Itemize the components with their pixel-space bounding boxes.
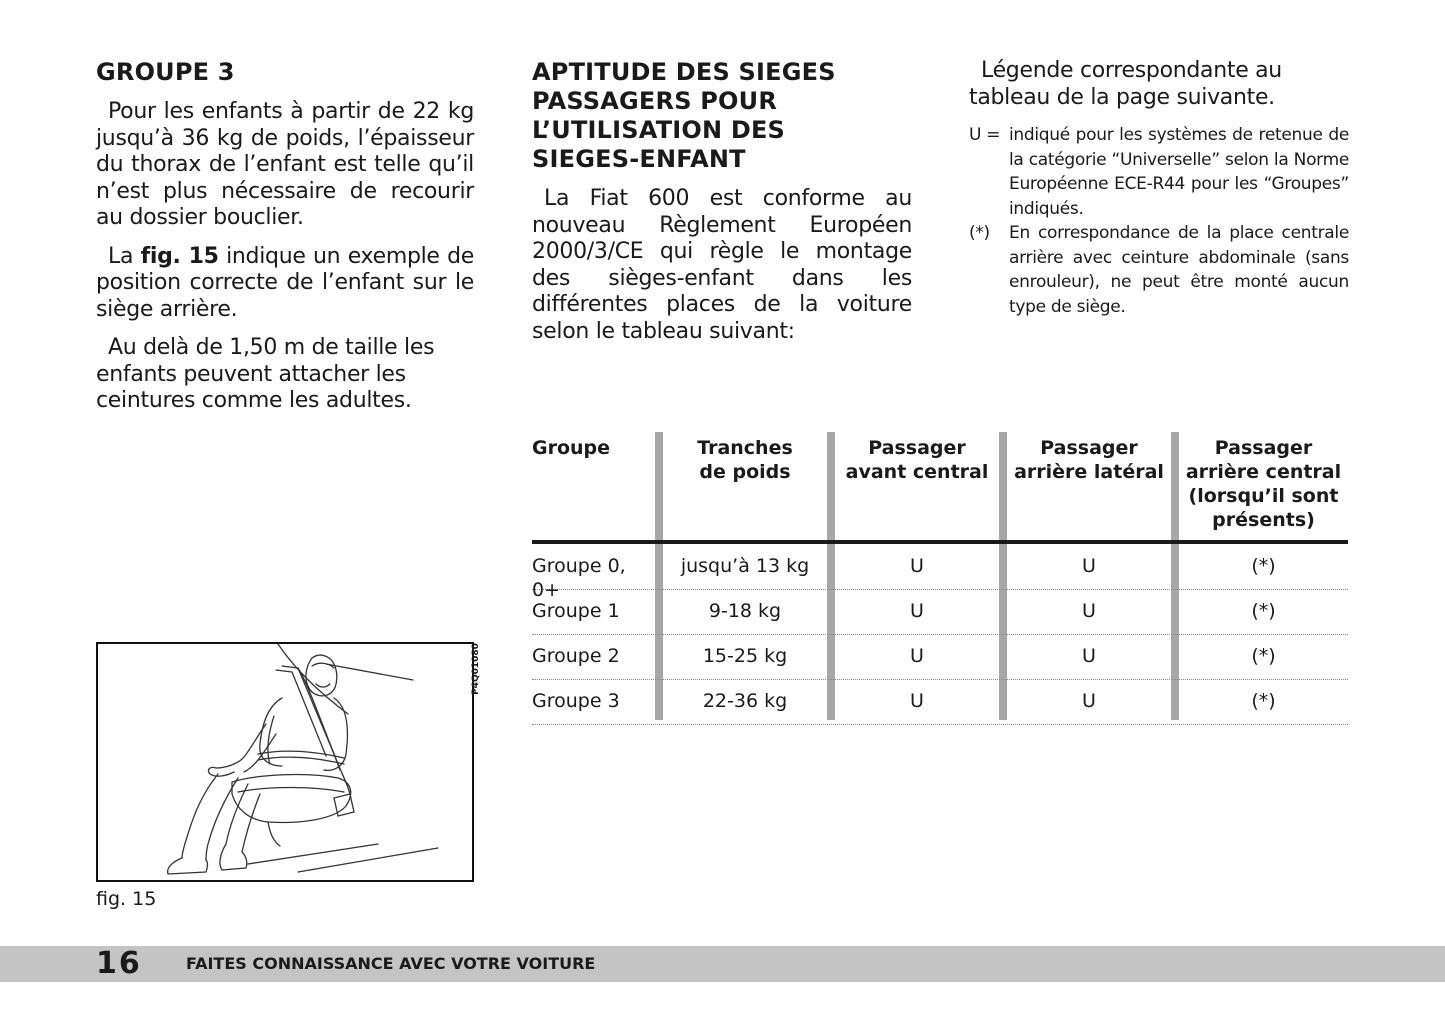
heading-line: PASSAGERS POUR bbox=[532, 87, 778, 115]
header-line: présents) bbox=[1212, 509, 1315, 531]
header-line: Passager bbox=[868, 437, 966, 459]
figure-reference-link[interactable]: fig. 15 bbox=[140, 243, 219, 269]
figure-child-seat-illustration bbox=[96, 642, 474, 882]
column-aptitude bbox=[532, 58, 912, 345]
cell-lateral: U bbox=[1082, 645, 1096, 667]
header-line: Passager bbox=[1040, 437, 1138, 459]
cell-avant: U bbox=[910, 645, 924, 667]
cell-poids: 22-36 kg bbox=[702, 690, 788, 712]
cell-central: (*) bbox=[1251, 645, 1276, 667]
column-legend bbox=[969, 58, 1349, 319]
header-arriere-lateral bbox=[1007, 436, 1171, 484]
header-line: (lorsqu’il sont bbox=[1188, 485, 1339, 507]
cell-poids: jusqu’à 13 kg bbox=[680, 555, 810, 577]
legend-item-u bbox=[969, 123, 1349, 221]
paragraph-groupe-3: Pour les enfants à partir de 22 kg jusqu’à 36 kg de poids, l’épaisseur du thorax de l’enfant est telle qu’il n’est plus nécessaire de recourir au dossier bouclier. bbox=[96, 99, 474, 230]
page-footer bbox=[0, 946, 1445, 982]
legend-intro: Légende correspondante au tableau de la page suivante. bbox=[969, 58, 1282, 110]
table-row bbox=[532, 634, 1348, 680]
cell-central: (*) bbox=[1251, 555, 1276, 577]
header-avant-central bbox=[835, 436, 999, 484]
paragraph-prefix: La bbox=[108, 243, 141, 269]
header-poids bbox=[663, 436, 827, 484]
cell-groupe: Groupe 1 bbox=[532, 600, 620, 622]
cell-groupe: Groupe 3 bbox=[532, 690, 620, 712]
header-groupe: Groupe bbox=[532, 437, 611, 459]
header-line: avant central bbox=[845, 461, 989, 483]
figure-caption: fig. 15 bbox=[96, 888, 157, 910]
paragraph-suffix: indique un exemple de position correcte de l’enfant sur le siège arrière. bbox=[96, 243, 474, 322]
heading-line: APTITUDE DES SIEGES bbox=[532, 58, 836, 86]
heading-line: SIEGES-ENFANT bbox=[532, 145, 746, 173]
child-booster-seat-drawing bbox=[98, 644, 472, 880]
page-number: 16 bbox=[96, 946, 142, 981]
paragraph-regulation: La Fiat 600 est conforme au nouveau Règlement Européen 2000/3/CE qui règle le montage des sièges-enfant dans les différentes places de la voiture selon le tableau suivant: bbox=[532, 186, 912, 344]
section-heading-aptitude bbox=[532, 58, 912, 174]
legend-key: U = bbox=[969, 125, 1001, 145]
paragraph-fig-reference bbox=[96, 244, 474, 324]
cell-avant: U bbox=[910, 555, 924, 577]
cell-central: (*) bbox=[1251, 600, 1276, 622]
table-row bbox=[532, 679, 1348, 725]
cell-lateral: U bbox=[1082, 690, 1096, 712]
chapter-title: FAITES CONNAISSANCE AVEC VOTRE VOITURE bbox=[186, 954, 596, 973]
paragraph-adult-belts: Au delà de 1,50 m de taille les enfants peuvent attacher les ceintures comme les adultes. bbox=[96, 335, 435, 413]
legend-text: indiqué pour les systèmes de retenue de la catégorie “Universelle” selon la Norme Européenne ECE-R44 pour les “Groupes” indiqués. bbox=[1009, 125, 1349, 219]
legend-text: En correspondance de la place centrale arrière avec ceinture abdominale (sans enrouleur), ne peut être monté aucun type de siège. bbox=[1009, 223, 1349, 317]
figure-code bbox=[470, 642, 488, 702]
cell-groupe: Groupe 2 bbox=[532, 645, 620, 667]
header-line: Tranches bbox=[697, 437, 793, 459]
table-header bbox=[532, 432, 1348, 542]
legend-item-asterisk bbox=[969, 221, 1349, 319]
legend-list bbox=[969, 123, 1349, 319]
section-heading-groupe-3: GROUPE 3 bbox=[96, 58, 235, 86]
column-groupe-3 bbox=[96, 58, 474, 415]
heading-line: L’UTILISATION DES bbox=[532, 116, 786, 144]
header-arriere-central bbox=[1179, 436, 1348, 532]
cell-poids: 15-25 kg bbox=[702, 645, 788, 667]
cell-avant: U bbox=[910, 600, 924, 622]
header-line: de poids bbox=[699, 461, 791, 483]
cell-central: (*) bbox=[1251, 690, 1276, 712]
table-row bbox=[532, 589, 1348, 635]
table-row bbox=[532, 544, 1348, 601]
cell-avant: U bbox=[910, 690, 924, 712]
header-line: arrière central bbox=[1185, 461, 1342, 483]
cell-poids: 9-18 kg bbox=[708, 600, 782, 622]
header-line: arrière latéral bbox=[1014, 461, 1164, 483]
legend-key: (*) bbox=[969, 223, 990, 243]
cell-lateral: U bbox=[1082, 555, 1096, 577]
cell-groupe: Groupe 0, 0+ bbox=[532, 555, 626, 601]
header-line: Passager bbox=[1214, 437, 1313, 459]
cell-lateral: U bbox=[1082, 600, 1096, 622]
figure-code-label: P4Q01080 bbox=[470, 643, 481, 695]
